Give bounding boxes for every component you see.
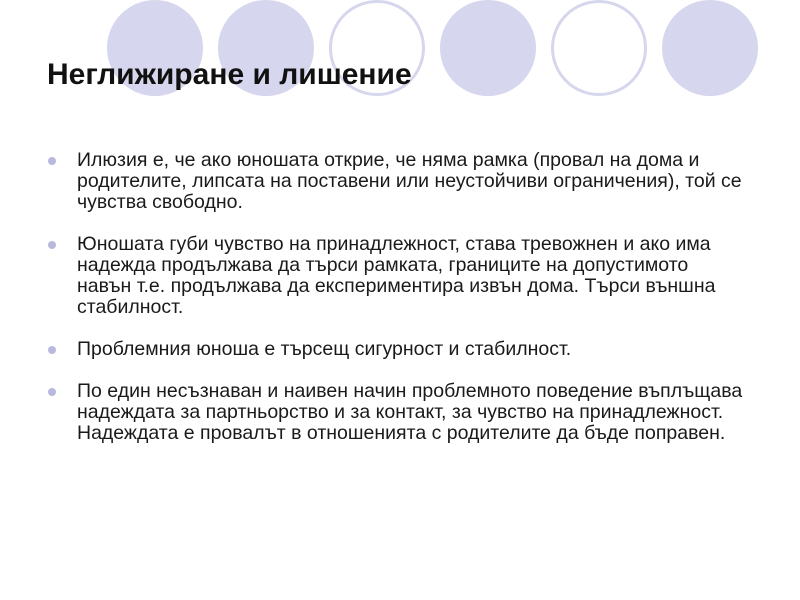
decor-circle [662,0,758,96]
bullet-text: Юношата губи чувство на принадлежност, става тревожнен и ако има надежда продължава да търси рамката, границите на допустимото навън т.е. продължава да експериментира извън дома. Търси външна стабилност. [77,233,716,318]
bullet-item [47,381,747,444]
bullet-dot-icon [48,157,56,165]
bullet-item [47,234,747,318]
decor-circle [440,0,536,96]
bullet-dot-icon [48,241,56,249]
bullet-item [47,150,747,213]
bullet-text: Илюзия е, че ако юношата открие, че няма рамка (провал на дома и родителите, липсата на поставени или неустойчиви ограничения), той се чувства свободно. [77,149,742,213]
bullet-item [47,339,747,360]
bullet-dot-icon [48,346,56,354]
bullet-dot-icon [48,388,56,396]
decor-circle [551,0,647,96]
bullet-list [47,150,747,465]
bullet-text: Проблемния юноша е търсещ сигурност и стабилност. [77,338,572,360]
slide-title: Неглижиране и лишение [47,58,412,91]
bullet-text: По един несъзнаван и наивен начин проблемното поведение въплъщава надеждата за партньорство и за контакт, за чувство на принадлежност. Надеждата е провалът в отношенията с родителите да бъде поправен. [77,380,743,444]
